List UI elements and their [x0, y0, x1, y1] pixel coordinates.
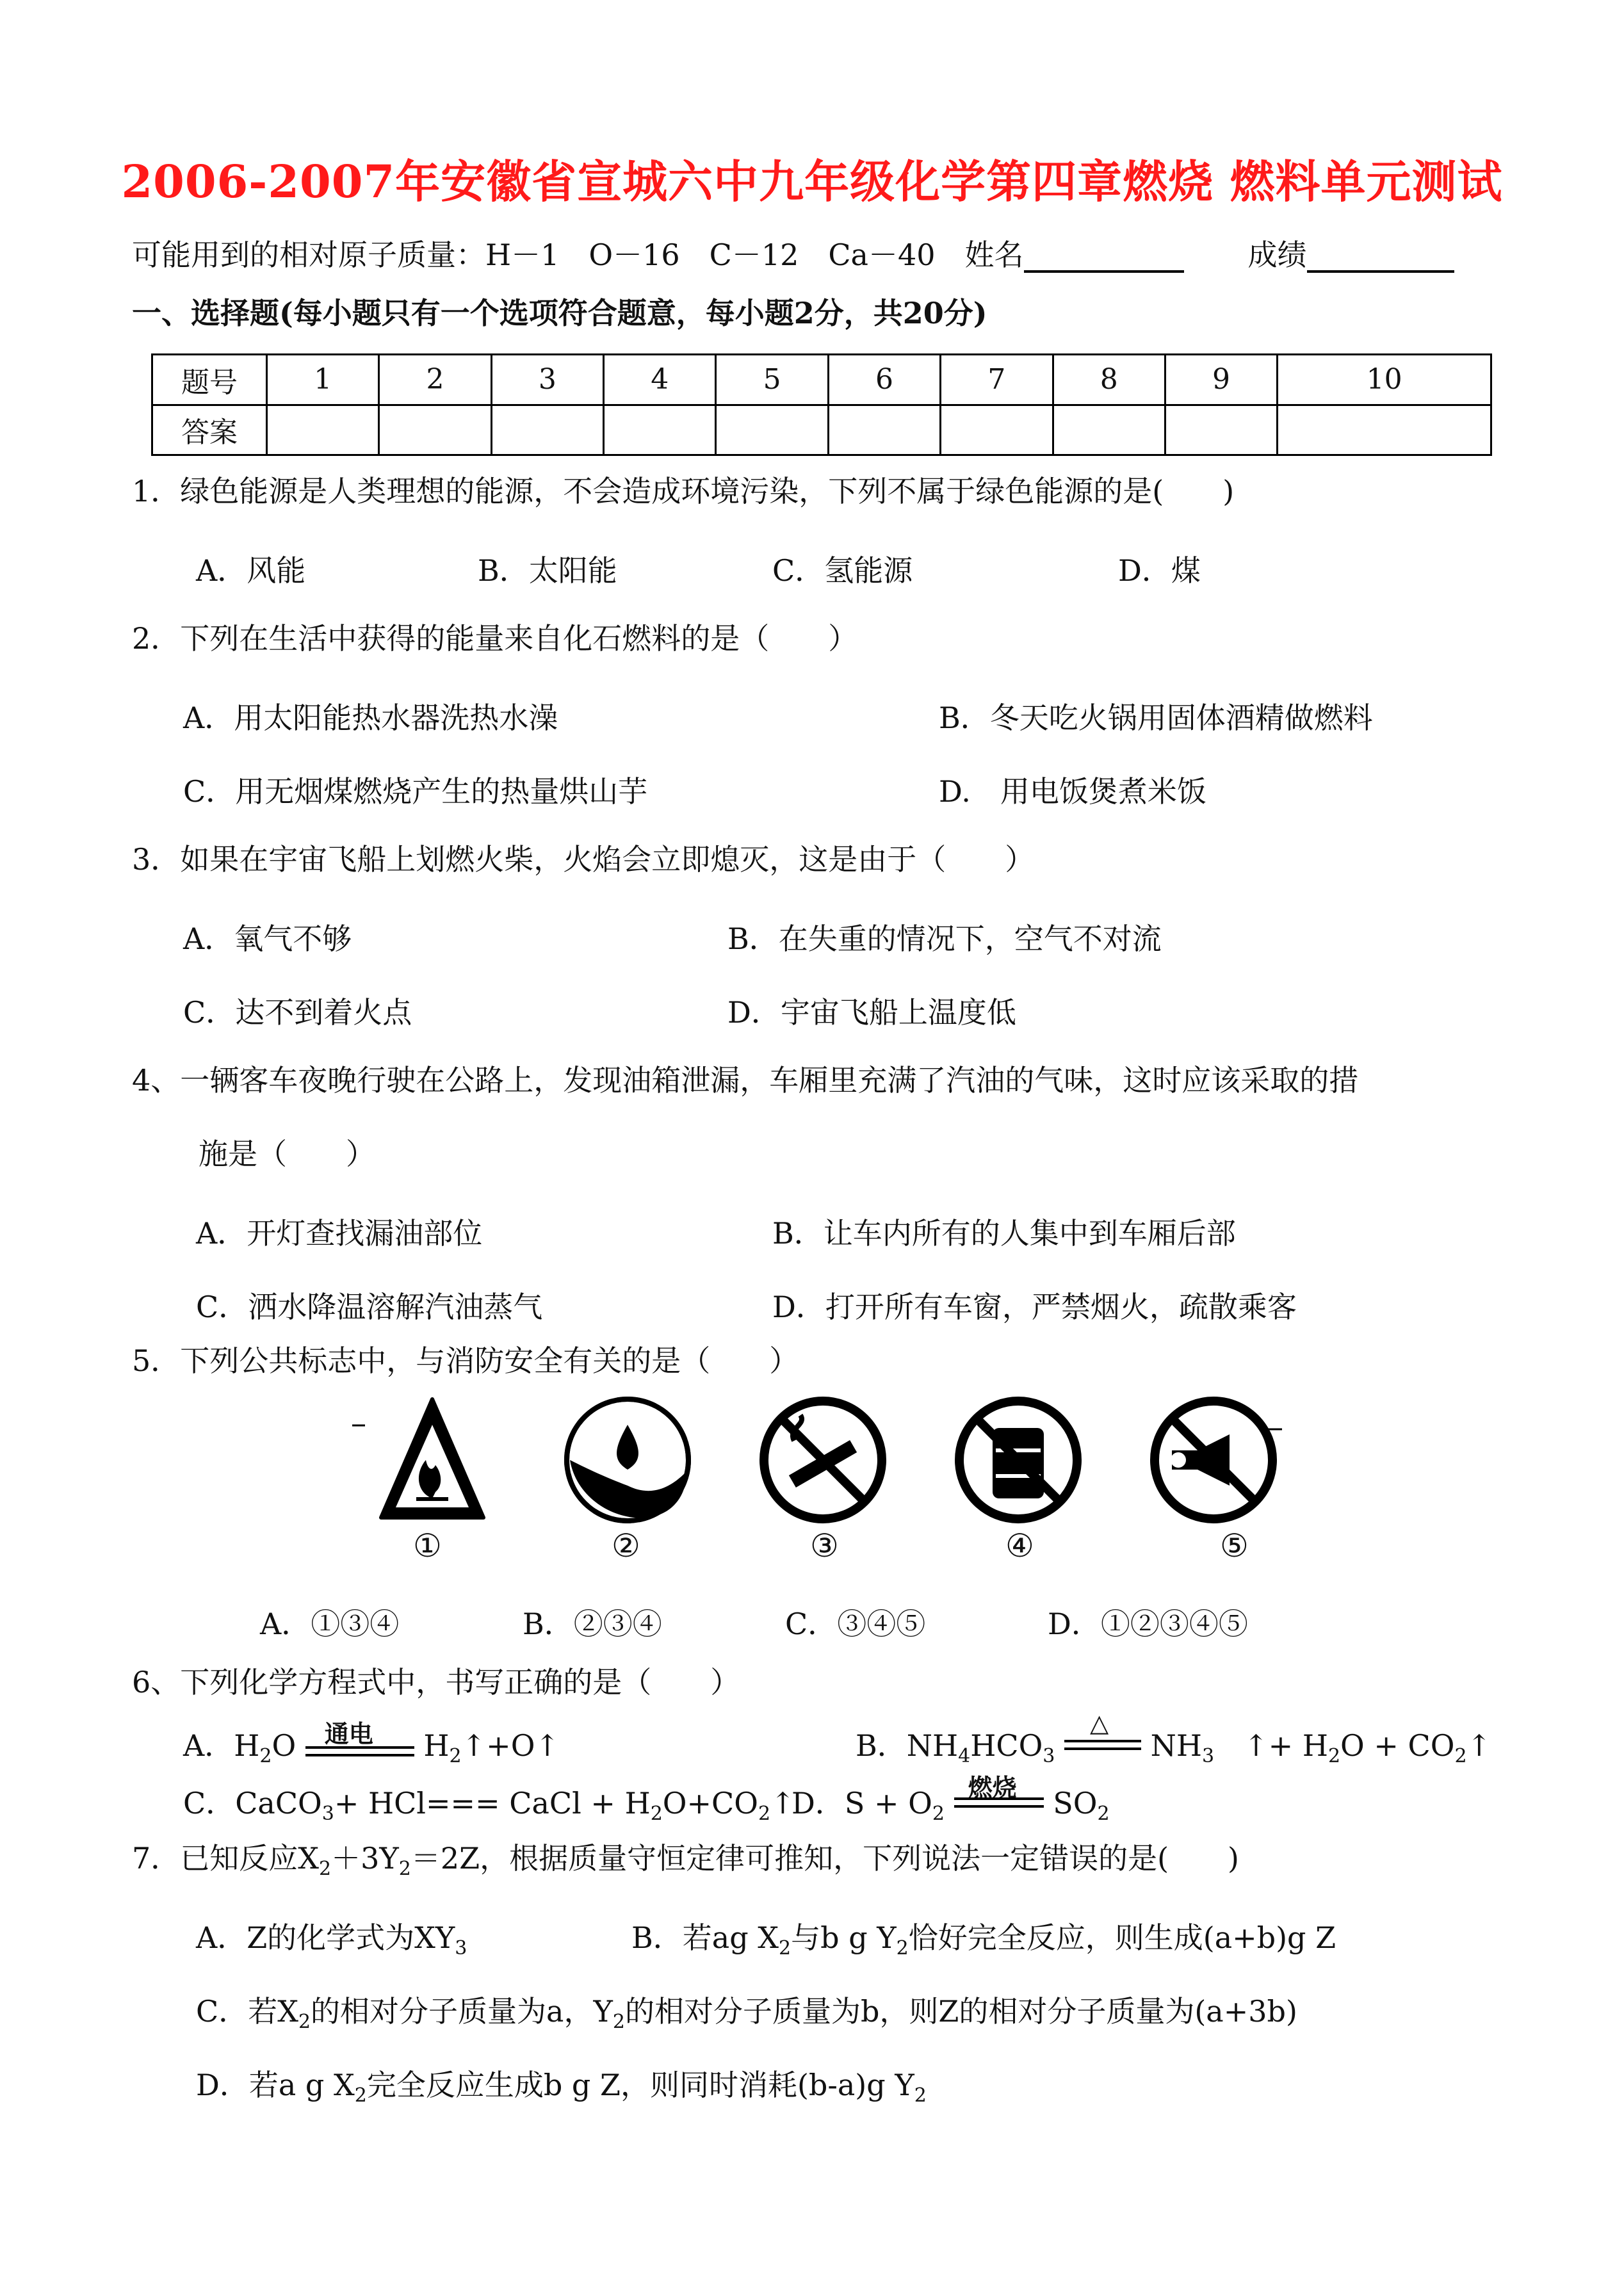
table-row — [152, 355, 1491, 405]
q4-option-c[interactable]: C．洒水降温溶解汽油蒸气 — [196, 1290, 543, 1324]
answer-cell[interactable] — [941, 405, 1053, 455]
condition-burning: 燃烧 — [968, 1773, 1017, 1802]
question-number: 10 — [1278, 355, 1491, 405]
question-6-stem: 6、下列化学方程式中，书写正确的是（ ） — [132, 1665, 740, 1699]
answer-cell[interactable] — [1165, 405, 1277, 455]
answer-cell[interactable] — [716, 405, 828, 455]
answer-cell[interactable] — [379, 405, 491, 455]
answer-cell[interactable] — [1053, 405, 1165, 455]
water-saving-sign-icon — [567, 1399, 688, 1521]
q6-option-d[interactable]: D．$S + O_2$ 燃烧 $SO_2$ — [792, 1780, 1110, 1825]
q5-option-b[interactable]: B．②③④ — [523, 1607, 662, 1641]
question-number: 5 — [716, 355, 828, 405]
question-number: 8 — [1053, 355, 1165, 405]
question-number: 1 — [267, 355, 379, 405]
q5-option-d[interactable]: D．①②③④⑤ — [1048, 1607, 1248, 1641]
name-field[interactable] — [1024, 237, 1184, 273]
q6-option-c[interactable]: C．CaCO$_3$+ HCl=== CaCl + $H_2O+CO_2↑$ — [183, 1786, 795, 1826]
question-number: 6 — [828, 355, 940, 405]
sign-label-2: ② — [612, 1527, 640, 1564]
q4-option-b[interactable]: B．让车内所有的人集中到车厢后部 — [772, 1216, 1236, 1251]
q7-option-b[interactable]: B．若ag $X_2$与b g $Y_2$恰好完全反应，则生成(a+b)g Z — [631, 1920, 1336, 1960]
question-number: 3 — [491, 355, 603, 405]
row-label: 题号 — [152, 355, 267, 405]
table-row — [152, 405, 1491, 455]
answer-cell[interactable] — [1278, 405, 1491, 455]
question-5-stem: 5．下列公共标志中，与消防安全有关的是（ ） — [132, 1343, 799, 1378]
q3-option-a[interactable]: A．氧气不够 — [183, 921, 352, 956]
answer-table — [151, 353, 1492, 456]
answer-cell[interactable] — [491, 405, 603, 455]
no-burning-drum-sign-icon — [959, 1401, 1077, 1519]
section-heading: 一、选择题(每小题只有一个选项符合题意，每小题2分，共20分) — [132, 296, 987, 330]
question-7-stem: 7．已知反应$X_2+3Y_2=2Z$，根据质量守恒定律可推知，下列说法一定错误的是( ) — [132, 1841, 1239, 1881]
q7-option-d[interactable]: D．若a g $X_2$完全反应生成b g Z，则同时消耗(b-a)g $Y_2$ — [196, 2068, 927, 2107]
question-number: 2 — [379, 355, 491, 405]
q3-option-d[interactable]: D．宇宙飞船上温度低 — [727, 995, 1016, 1030]
question-number: 9 — [1165, 355, 1277, 405]
condition-heat: △ — [1090, 1709, 1109, 1737]
score-label: 成绩 — [1247, 237, 1307, 272]
q1-option-c[interactable]: C．氢能源 — [772, 553, 913, 588]
atomic-masses-text: 可能用到的相对原子质量：H－1 O－16 C－12 Ca－40 姓名 — [132, 237, 1024, 272]
condition-electrolysis: 通电 — [324, 1719, 373, 1748]
row-label: 答案 — [152, 405, 267, 455]
question-number: 4 — [604, 355, 716, 405]
q1-option-a[interactable]: A．风能 — [196, 553, 306, 588]
q2-option-c[interactable]: C．用无烟煤燃烧产生的热量烘山芋 — [183, 774, 648, 809]
sign-label-1: ① — [413, 1527, 442, 1564]
q7-option-c[interactable]: C．若$X_2$的相对分子质量为a，$Y_2$的相对分子质量为b，则Z的相对分子质量为(a+3b) — [196, 1994, 1297, 2034]
q2-option-a[interactable]: A．用太阳能热水器洗热水澡 — [183, 701, 558, 735]
header-line — [132, 237, 1454, 273]
sign-label-4: ④ — [1005, 1527, 1034, 1564]
q6-option-b[interactable]: B．$NH_4HCO_3$ △ $NH_3$ ↑+ $H_2O$ + $CO_2↑$ — [856, 1709, 1492, 1768]
page-title: 2006-2007年安徽省宣城六中九年级化学第四章燃烧 燃料单元测试 — [121, 155, 1503, 208]
q2-option-d[interactable]: D. 用电饭煲煮米饭 — [939, 774, 1206, 809]
answer-cell[interactable] — [267, 405, 379, 455]
answer-cell[interactable] — [604, 405, 716, 455]
q5-option-c[interactable]: C．③④⑤ — [785, 1607, 926, 1641]
q7-option-a[interactable]: A．Z的化学式为$XY_3$ — [196, 1920, 467, 1960]
score-field[interactable] — [1307, 237, 1454, 273]
question-4-stem-cont: 施是（ ） — [199, 1137, 375, 1171]
q5-option-a[interactable]: A．①③④ — [260, 1607, 400, 1641]
q3-option-b[interactable]: B．在失重的情况下，空气不对流 — [727, 921, 1162, 956]
q1-option-d[interactable]: D．煤 — [1118, 553, 1201, 588]
sign-label-5: ⑤ — [1220, 1527, 1249, 1564]
q6-option-a[interactable]: A．$H_2O$ 通电 $H_2↑+O↑$ — [183, 1723, 560, 1767]
flammable-sign-icon — [381, 1399, 483, 1518]
q4-option-a[interactable]: A．开灯查找漏油部位 — [196, 1216, 483, 1251]
question-number: 7 — [941, 355, 1053, 405]
answer-cell[interactable] — [828, 405, 940, 455]
question-4-stem: 4、一辆客车夜晚行驶在公路上，发现油箱泄漏，车厢里充满了汽油的气味，这时应该采取的措 — [132, 1063, 1359, 1098]
sign-label-3: ③ — [810, 1527, 839, 1564]
no-honking-sign-icon — [1155, 1401, 1272, 1519]
q4-option-d[interactable]: D．打开所有车窗，严禁烟火，疏散乘客 — [772, 1290, 1297, 1324]
question-1-stem: 1．绿色能源是人类理想的能源，不会造成环境污染，下列不属于绿色能源的是( ) — [132, 474, 1235, 508]
question-3-stem: 3．如果在宇宙飞船上划燃火柴，火焰会立即熄灭，这是由于（ ） — [132, 842, 1035, 877]
q2-option-b[interactable]: B．冬天吃火锅用固体酒精做燃料 — [939, 701, 1373, 735]
q1-option-b[interactable]: B．太阳能 — [478, 553, 617, 588]
question-2-stem: 2．下列在生活中获得的能量来自化石燃料的是（ ） — [132, 621, 858, 656]
q3-option-c[interactable]: C．达不到着火点 — [183, 995, 412, 1030]
no-smoking-sign-icon — [764, 1401, 882, 1519]
